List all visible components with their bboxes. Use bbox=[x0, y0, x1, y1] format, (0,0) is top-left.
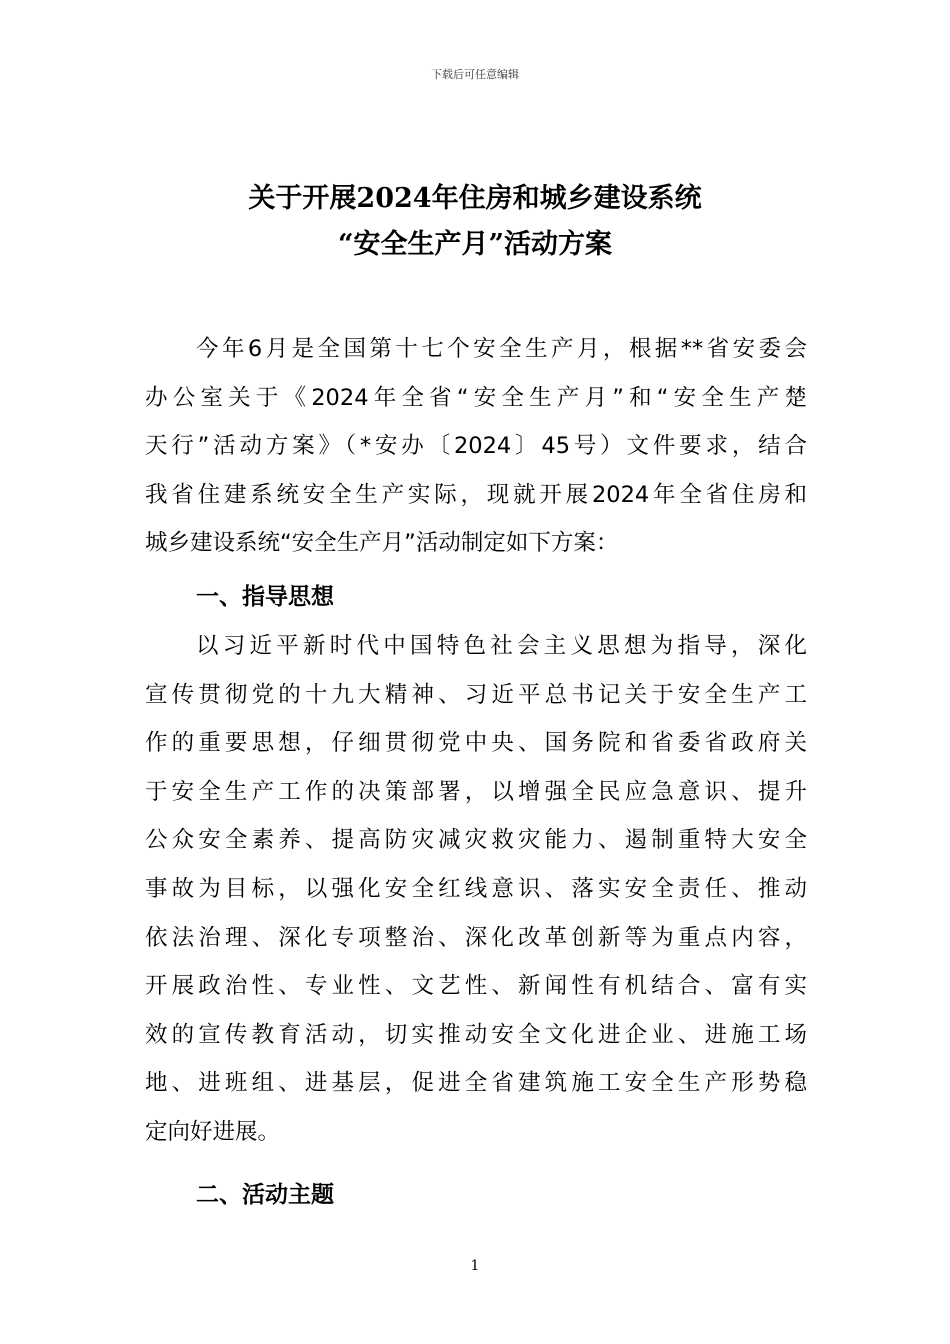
page-number: 1 bbox=[470, 1258, 480, 1274]
paragraph-line: 于安全生产工作的决策部署，以增强全民应急意识、提升 bbox=[145, 778, 807, 805]
intro-paragraph bbox=[145, 325, 807, 568]
guiding-ideology-paragraph bbox=[145, 622, 807, 1157]
title-line-1: 关于开展2024年住房和城乡建设系统 bbox=[248, 183, 702, 214]
paragraph-line: 天行”活动方案》（*安办〔2024〕45号）文件要求，结合 bbox=[145, 433, 807, 460]
paragraph-line: 事故为目标，以强化安全红线意识、落实安全责任、推动 bbox=[145, 875, 807, 902]
paragraph-line: 办公室关于《2024年全省“安全生产月”和“安全生产楚 bbox=[145, 384, 807, 411]
paragraph-line: 作的重要思想，仔细贯彻党中央、国务院和省委省政府关 bbox=[145, 730, 807, 757]
title-line-2: “安全生产月”活动方案 bbox=[337, 229, 613, 260]
paragraph-line: 今年6月是全国第十七个安全生产月，根据**省安委会 bbox=[196, 336, 807, 362]
paragraph-line: 开展政治性、专业性、文艺性、新闻性有机结合、富有实 bbox=[145, 973, 807, 1000]
paragraph-line: 以习近平新时代中国特色社会主义思想为指导，深化 bbox=[196, 633, 807, 659]
header-note: 下载后可任意编辑 bbox=[431, 68, 519, 81]
section-heading-activity-theme: 二、活动主题 bbox=[196, 1182, 334, 1208]
paragraph-line: 地、进班组、进基层，促进全省建筑施工安全生产形势稳 bbox=[145, 1070, 807, 1097]
paragraph-line: 依法治理、深化专项整治、深化改革创新等为重点内容， bbox=[145, 924, 807, 951]
paragraph-line: 宣传贯彻党的十九大精神、习近平总书记关于安全生产工 bbox=[145, 681, 807, 708]
paragraph-line: 城乡建设系统“安全生产月”活动制定如下方案： bbox=[145, 530, 619, 557]
section-heading-guiding-ideology: 一、指导思想 bbox=[196, 584, 334, 610]
paragraph-line: 效的宣传教育活动，切实推动安全文化进企业、进施工场 bbox=[145, 1021, 807, 1048]
document-title bbox=[0, 176, 950, 268]
paragraph-line: 定向好进展。 bbox=[145, 1118, 281, 1145]
paragraph-line: 公众安全素养、提高防灾减灾救灾能力、遏制重特大安全 bbox=[145, 827, 807, 854]
paragraph-line: 我省住建系统安全生产实际，现就开展2024年全省住房和 bbox=[145, 481, 807, 508]
